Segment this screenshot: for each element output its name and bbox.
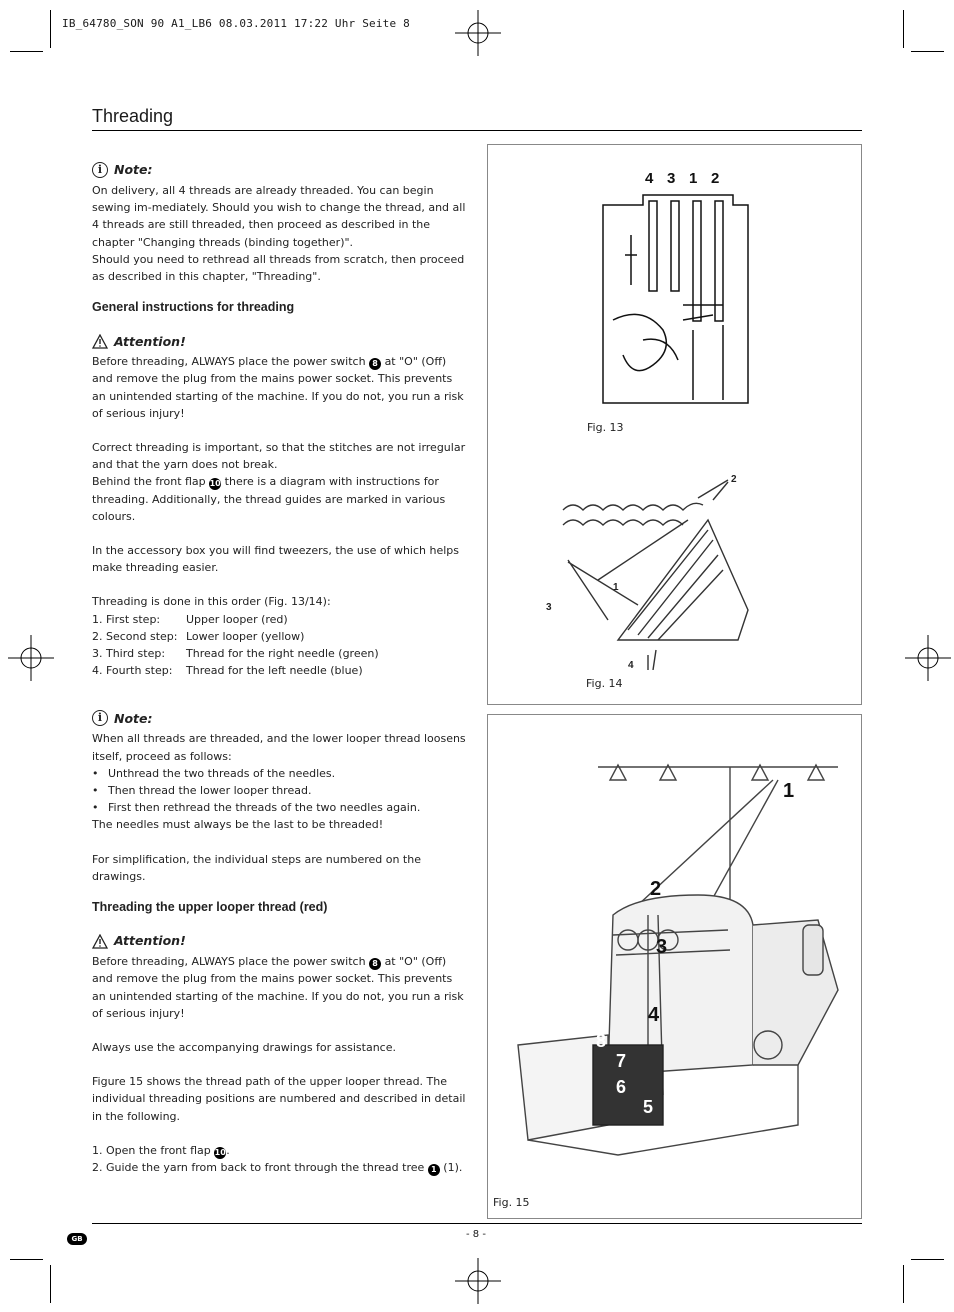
crop-mark bbox=[50, 10, 51, 48]
body-paragraph: In the accessory box you will find tweezers, the use of which helps make threading easier. bbox=[92, 544, 460, 575]
print-slug: IB_64780_SON 90 A1_LB6 08.03.2011 17:22 Uhr Seite 8 bbox=[62, 17, 410, 30]
info-icon: i bbox=[92, 710, 108, 726]
section-heading: Threading the upper looper thread (red) bbox=[92, 900, 328, 915]
fig14-label: 2 bbox=[731, 474, 737, 485]
figure-box-13-14 bbox=[487, 144, 862, 705]
text-column bbox=[92, 158, 468, 1176]
note-heading bbox=[92, 706, 468, 730]
crop-mark bbox=[903, 10, 904, 48]
step-label: 2. Second step: bbox=[92, 629, 178, 643]
page-title: Threading bbox=[92, 106, 174, 126]
fig13-label: 4 bbox=[645, 170, 654, 187]
note-heading bbox=[92, 158, 468, 182]
text-run: . bbox=[226, 1143, 230, 1157]
fig15-label: 5 bbox=[643, 1097, 654, 1117]
power-switch-ref-badge: 8 bbox=[369, 958, 381, 970]
note-label: Note: bbox=[114, 710, 153, 726]
fig13-label: 1 bbox=[689, 170, 698, 187]
text-run: (1). bbox=[443, 1160, 463, 1174]
fig15-label: 7 bbox=[616, 1051, 627, 1071]
fig14-label: 3 bbox=[546, 602, 552, 613]
order-step bbox=[92, 645, 468, 662]
note-paragraph: When all threads are threaded, and the lower looper thread loosens itself, proceed as follows: bbox=[92, 732, 466, 763]
fig13-caption: Fig. 13 bbox=[587, 421, 624, 434]
bullet-text: Then thread the lower looper thread. bbox=[108, 784, 312, 798]
numbered-step bbox=[92, 1159, 468, 1176]
section-heading: General instructions for threading bbox=[92, 300, 295, 315]
fig14-caption: Fig. 14 bbox=[586, 677, 623, 690]
step-value: Thread for the left needle (blue) bbox=[186, 664, 363, 678]
note-paragraph: Should you need to rethread all threads from scratch, then proceed as described in this chapter, "Threading". bbox=[92, 252, 465, 284]
body-paragraph: For simplification, the individual steps are numbered on the drawings. bbox=[92, 852, 421, 883]
body-paragraph: Always use the accompanying drawings for assistance. bbox=[92, 1040, 396, 1054]
bullet-item: • Unthread the two threads of the needles. bbox=[92, 765, 468, 782]
language-badge: GB bbox=[67, 1233, 87, 1245]
crop-mark bbox=[911, 51, 944, 52]
text-run: at "O" (Off) and remove the plug from the mains power socket. This prevents an unintended starting of the machine. If you do not, you run a risk of serious injury! bbox=[92, 355, 464, 420]
attention-label: Attention! bbox=[114, 933, 186, 949]
order-step bbox=[92, 662, 468, 679]
fig15-label: 8 bbox=[596, 1031, 607, 1051]
fig15-serger-machine bbox=[498, 745, 853, 1165]
bullet-text: Unthread the two threads of the needles. bbox=[108, 766, 336, 780]
fig13-label: 3 bbox=[667, 170, 676, 187]
title-divider bbox=[92, 130, 862, 131]
step-label: 1. First step: bbox=[92, 612, 161, 626]
registration-mark-icon bbox=[455, 1258, 501, 1304]
fig13-thread-diagram bbox=[583, 165, 753, 405]
step-label: 3. Third step: bbox=[92, 647, 166, 661]
fig14-stitch-diagram bbox=[538, 470, 758, 670]
text-run: Before threading, ALWAYS place the power switch bbox=[92, 355, 366, 369]
text-run: Before threading, ALWAYS place the power switch bbox=[92, 955, 366, 969]
text-run: at "O" (Off) and remove the plug from the mains power socket. This prevents an unintended starting of the machine. If you do not, you run a risk of serious injury! bbox=[92, 955, 464, 1020]
fig15-label: 1 bbox=[783, 780, 795, 802]
attention-heading bbox=[92, 329, 468, 353]
text-run: there is a diagram with instructions for threading. Additionally, the thread guides are marked in various colours. bbox=[92, 475, 446, 523]
fig15-label: 2 bbox=[650, 878, 662, 900]
warning-icon bbox=[92, 334, 108, 349]
warning-icon bbox=[92, 934, 108, 949]
order-step bbox=[92, 628, 468, 645]
crop-mark bbox=[50, 1265, 51, 1303]
body-paragraph: Figure 15 shows the thread path of the upper looper thread. The individual threading positions are numbered and described in detail in the following. bbox=[92, 1075, 466, 1123]
fig14-label: 4 bbox=[628, 660, 634, 670]
step-label: 4. Fourth step: bbox=[92, 664, 173, 678]
thread-tree-ref-badge: 1 bbox=[428, 1164, 440, 1176]
fig15-label: 3 bbox=[656, 936, 668, 958]
attention-heading bbox=[92, 929, 468, 953]
registration-mark-icon bbox=[455, 10, 501, 56]
front-flap-ref-badge: 10 bbox=[214, 1147, 226, 1157]
page-number: - 8 - bbox=[466, 1229, 486, 1240]
step-value: Thread for the right needle (green) bbox=[186, 647, 379, 661]
body-paragraph: Correct threading is important, so that the stitches are not irregular and that the yarn does not break. bbox=[92, 441, 466, 472]
fig13-label: 2 bbox=[711, 170, 720, 187]
footer-divider bbox=[92, 1223, 862, 1224]
text-run: Behind the front flap bbox=[92, 475, 206, 489]
bullet-text: First then rethread the threads of the two needles again. bbox=[108, 801, 421, 815]
body-paragraph: Threading is done in this order (Fig. 13/14): bbox=[92, 595, 331, 609]
crop-mark bbox=[903, 1265, 904, 1303]
text-run: 1. Open the front flap bbox=[92, 1143, 211, 1157]
bullet-item: • Then thread the lower looper thread. bbox=[92, 782, 468, 799]
fig15-label: 4 bbox=[648, 1004, 660, 1026]
crop-mark bbox=[911, 1259, 944, 1260]
note-paragraph: The needles must always be the last to be threaded! bbox=[92, 818, 384, 832]
info-icon: i bbox=[92, 162, 108, 178]
attention-paragraph bbox=[92, 953, 468, 1022]
attention-label: Attention! bbox=[114, 333, 186, 349]
power-switch-ref-badge: 8 bbox=[369, 358, 381, 370]
text-run: 2. Guide the yarn from back to front through the thread tree bbox=[92, 1160, 425, 1174]
registration-mark-icon bbox=[8, 635, 54, 681]
fig14-label: 1 bbox=[613, 582, 619, 593]
registration-mark-icon bbox=[905, 635, 951, 681]
bullet-item: • First then rethread the threads of the two needles again. bbox=[92, 799, 468, 816]
front-flap-ref-badge: 10 bbox=[209, 479, 221, 489]
note-label: Note: bbox=[114, 162, 153, 178]
step-value: Lower looper (yellow) bbox=[186, 629, 305, 643]
figure-box-15 bbox=[487, 714, 862, 1219]
order-step bbox=[92, 611, 468, 628]
numbered-step bbox=[92, 1142, 468, 1159]
note-paragraph: On delivery, all 4 threads are already threaded. You can begin sewing im-mediately. Should you wish to change the thread, and all 4 threads are still threaded, then proceed as described in the chapter "Changing threads (binding together)". bbox=[92, 184, 466, 249]
fig15-caption: Fig. 15 bbox=[493, 1196, 530, 1209]
body-paragraph bbox=[92, 473, 468, 525]
fig15-label: 6 bbox=[616, 1077, 627, 1097]
attention-paragraph bbox=[92, 353, 468, 422]
crop-mark bbox=[10, 1259, 43, 1260]
step-value: Upper looper (red) bbox=[186, 612, 288, 626]
crop-mark bbox=[10, 51, 43, 52]
